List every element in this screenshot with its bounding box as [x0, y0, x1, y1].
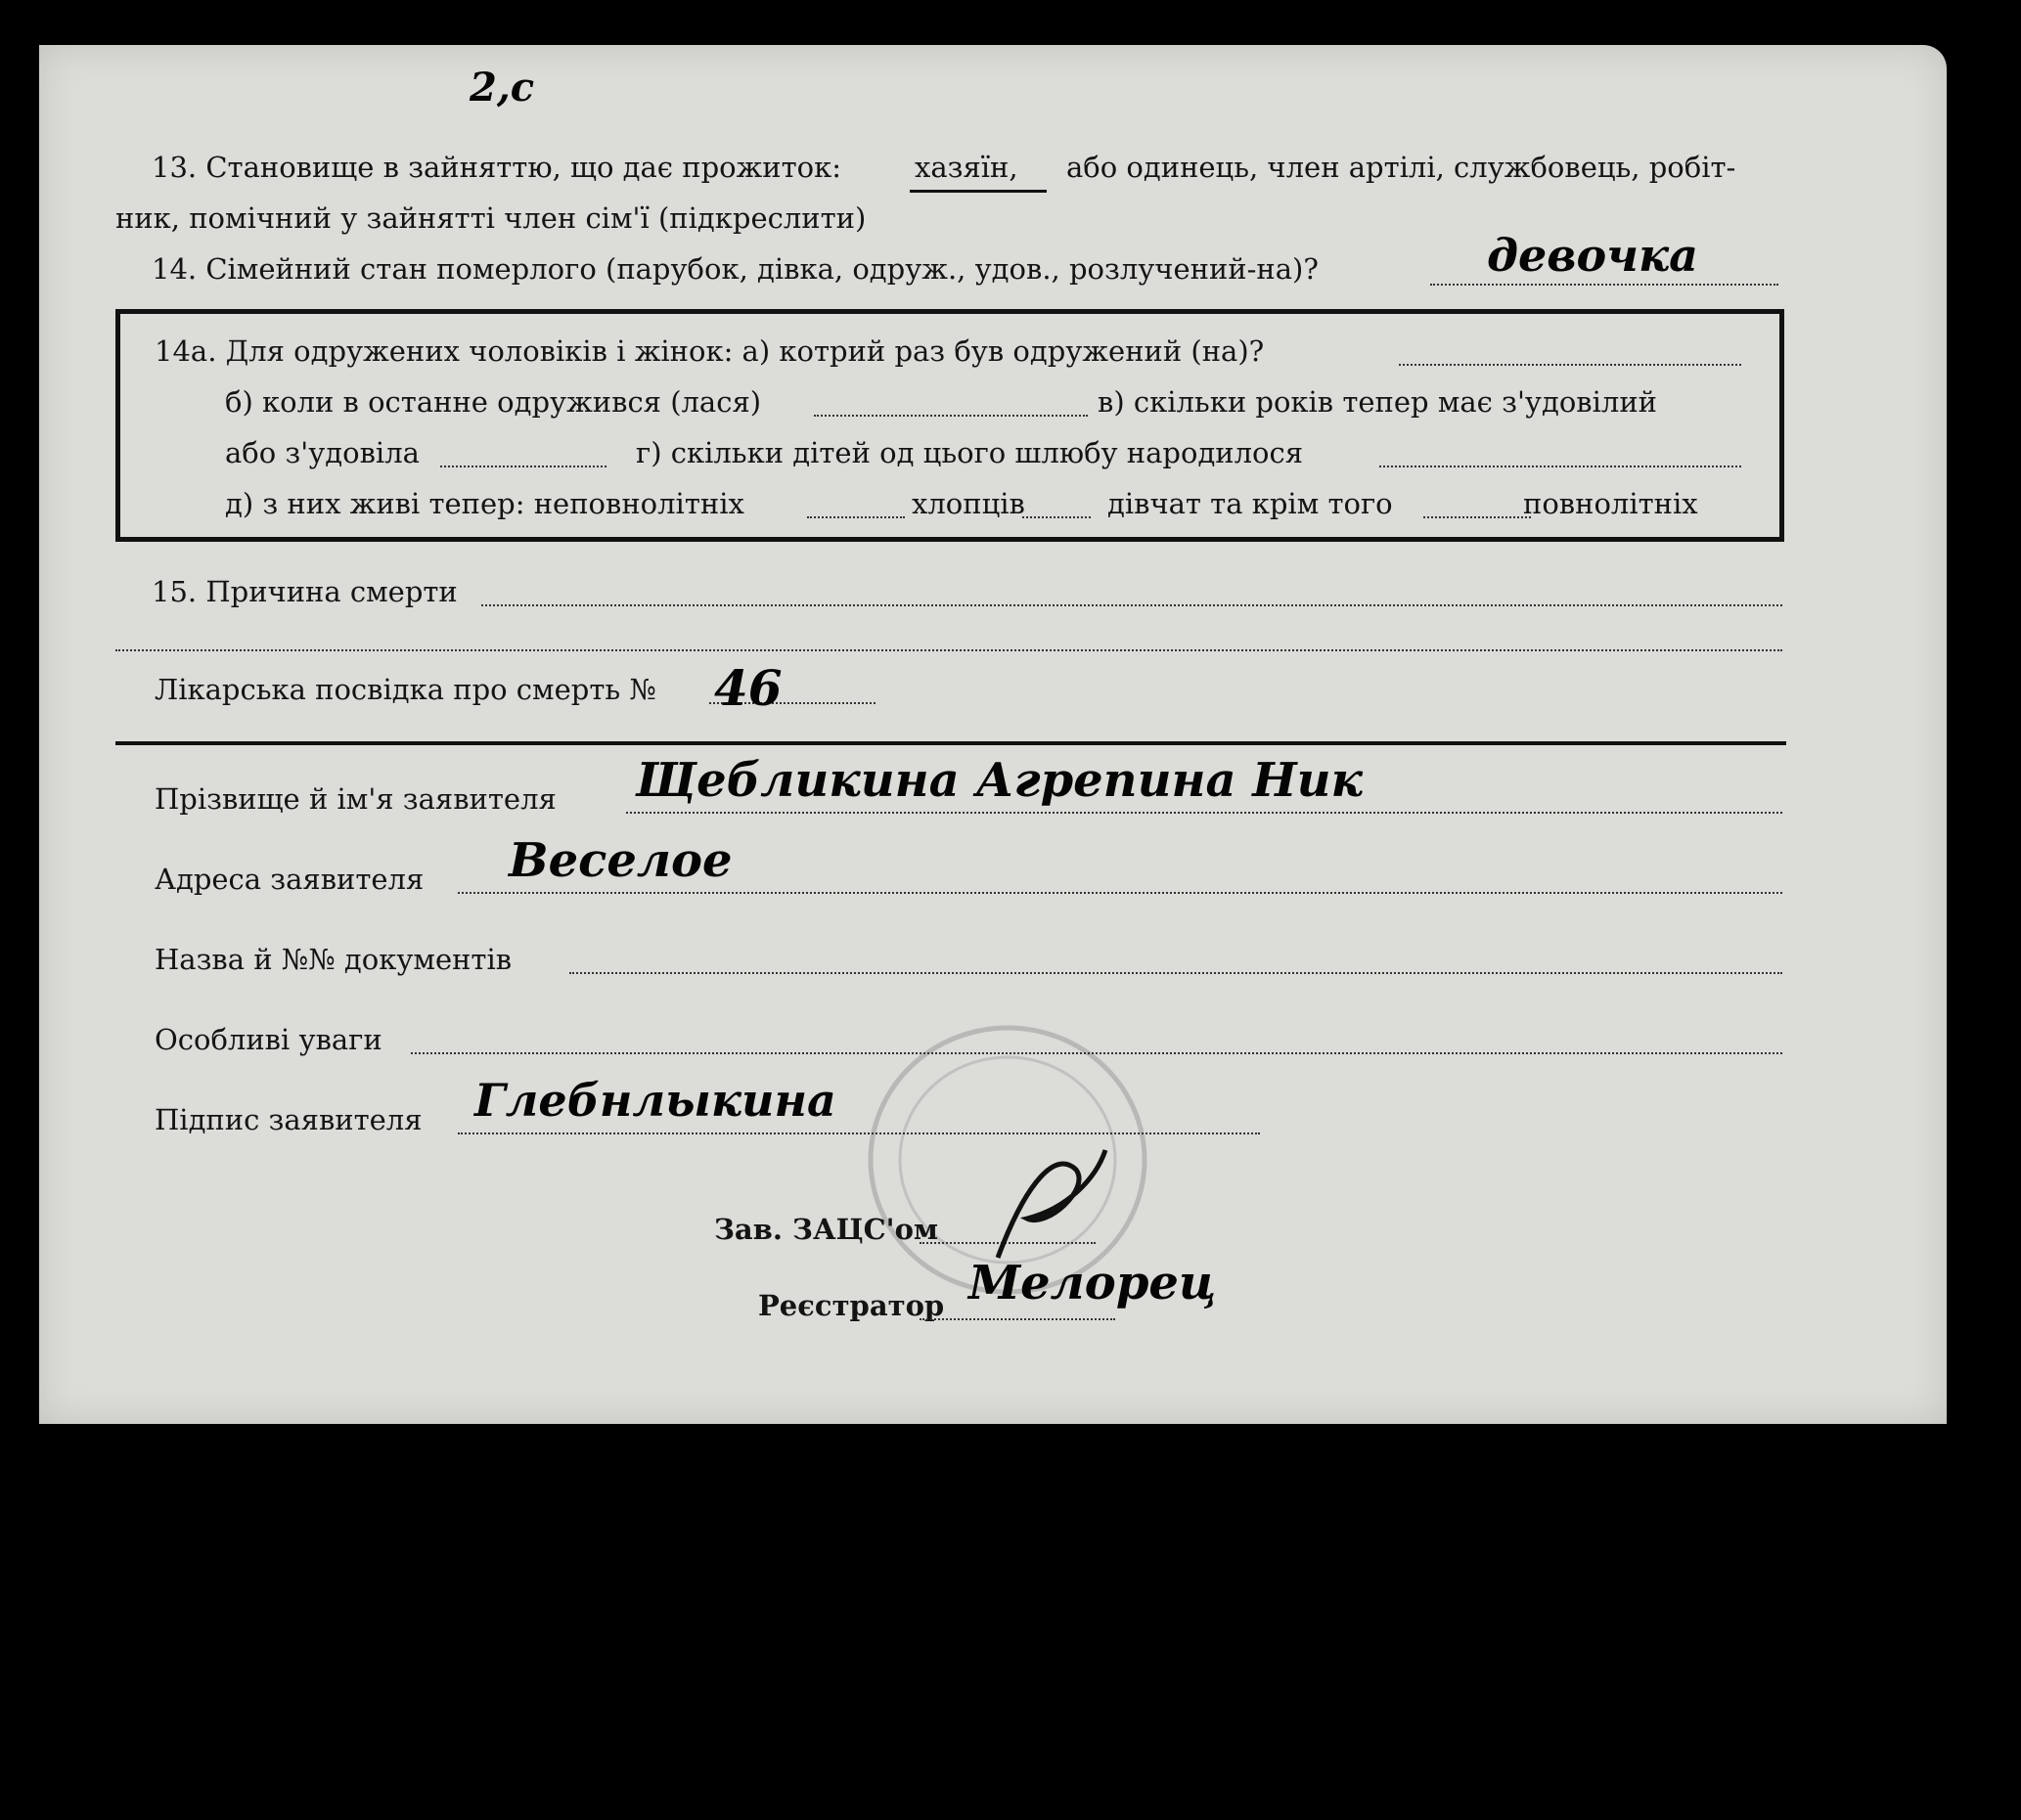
q13-underlined-option: хазяїн, — [915, 151, 1018, 184]
q14a-line2b: в) скільки років тепер має з'удовілий — [1098, 385, 1657, 419]
q14-handwritten-value: девочка — [1487, 229, 1698, 282]
section-divider — [115, 741, 1786, 745]
q14a-line3b: г) скільки дітей од цього шлюбу народилося — [636, 436, 1304, 469]
applicant-signature-label: Підпис заявителя — [155, 1103, 423, 1136]
corner-mark: 2,с — [470, 65, 535, 111]
q14-label: 14. Сімейний стан померлого (парубок, дівка, одруж., удов., розлучений-на)? — [152, 252, 1319, 286]
head-of-office-label: Зав. ЗАЦС'ом — [714, 1213, 939, 1246]
q14-field-line — [1430, 284, 1778, 286]
q14a-b-field — [814, 415, 1088, 417]
q14a-minors-field — [807, 516, 905, 518]
certificate-number: 46 — [714, 659, 783, 717]
applicant-name-label: Прізвище й ім'я заявителя — [155, 782, 557, 816]
q14a-girls-field — [1423, 516, 1531, 518]
applicant-name-field — [626, 812, 1782, 814]
q14a-line4d: повнолітніх — [1523, 487, 1698, 520]
applicant-name-value: Щебликина Агрепина Ник — [636, 753, 1364, 808]
applicant-address-field — [458, 892, 1782, 894]
q13-underline — [910, 190, 1047, 193]
applicant-address-value: Веселое — [509, 833, 733, 888]
q14a-widow-field — [440, 466, 606, 467]
registrar-label: Реєстратор — [758, 1289, 945, 1322]
q15-field-line-2 — [115, 649, 1782, 651]
q14a-line1: 14а. Для одружених чоловіків і жінок: а) котрий раз був одружений (на)? — [155, 334, 1265, 368]
q14a-line3a: або з'удовіла — [225, 436, 420, 469]
documents-field — [569, 972, 1782, 974]
registrar-signature-field — [920, 1318, 1115, 1320]
q13-line2: ник, помічний у зайнятті член сім'ї (підкреслити) — [115, 201, 867, 235]
q13-line1-rest: або одинець, член артілі, службовець, робіт- — [1066, 151, 1736, 184]
q14a-line4b: хлопців — [912, 487, 1025, 520]
q14a-line4a: д) з них живі тепер: неповнолітніх — [225, 487, 744, 520]
q14a-a-field — [1399, 364, 1741, 366]
q14a-line2a: б) коли в останне одружився (лася) — [225, 385, 762, 419]
q13-line1: 13. Становище в зайняттю, що дає прожиток: — [152, 151, 842, 184]
registrar-signature: Мелорец — [968, 1256, 1217, 1310]
documents-label: Назва й №№ документів — [155, 943, 513, 976]
applicant-signature-field — [458, 1132, 1260, 1134]
q14a-g-field — [1379, 466, 1741, 467]
q15-label: 15. Причина смерти — [152, 575, 458, 608]
q15-field-line-1 — [481, 604, 1782, 606]
applicant-signature-value: Глебнлыкина — [474, 1074, 836, 1127]
remarks-label: Особливі уваги — [155, 1023, 382, 1056]
form-page — [39, 45, 1947, 1424]
certificate-label: Лікарська посвідка про смерть № — [155, 673, 656, 706]
remarks-field — [411, 1052, 1782, 1054]
q14a-boys-field — [1022, 516, 1091, 518]
q14a-line4c: дівчат та крім того — [1107, 487, 1393, 520]
applicant-address-label: Адреса заявителя — [155, 863, 425, 896]
